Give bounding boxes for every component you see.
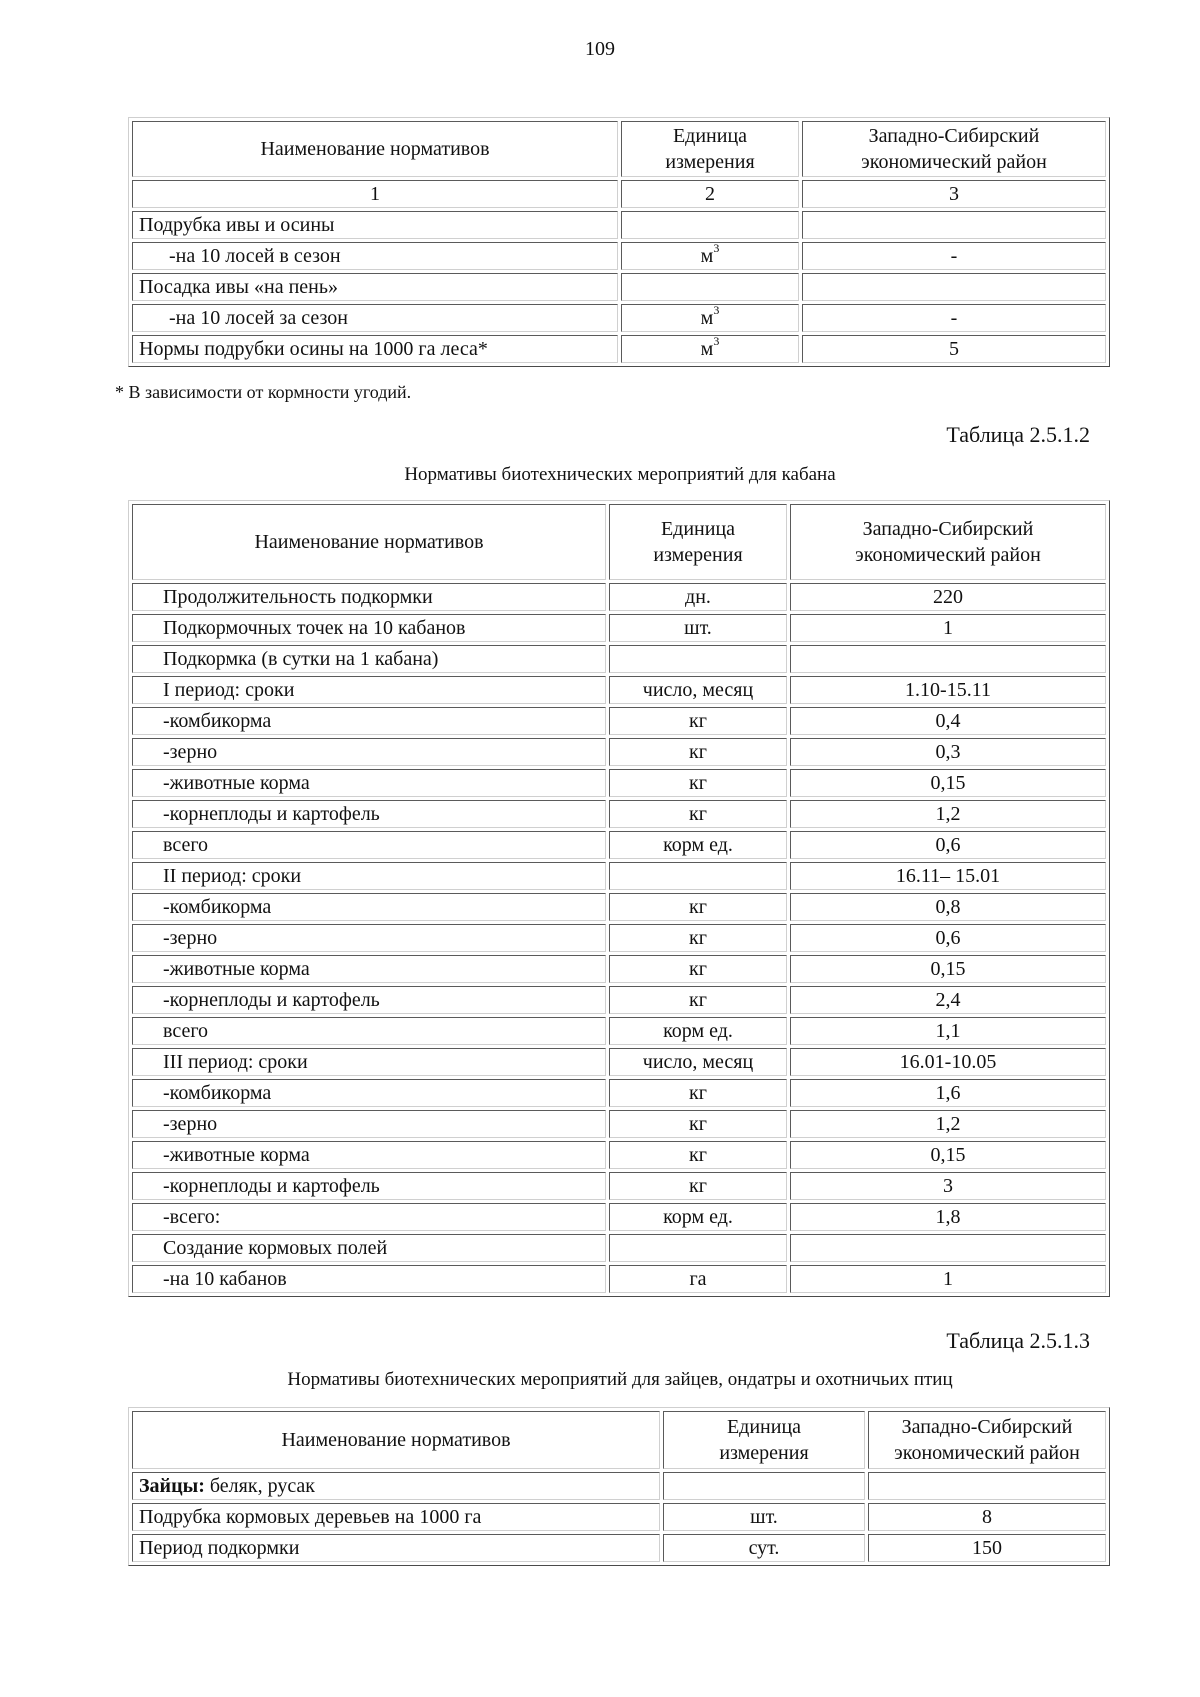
- table-row: [132, 1017, 1106, 1045]
- unit-text: м: [700, 307, 714, 329]
- row-value: 0,6: [790, 924, 1106, 952]
- row-value: 0,3: [790, 738, 1106, 766]
- row-name: I период: сроки: [132, 676, 606, 704]
- table-hare-norms: [128, 1407, 1110, 1566]
- row-value: 1,2: [790, 1110, 1106, 1138]
- row-name: -комбикорма: [132, 707, 606, 735]
- row-unit: шт.: [609, 614, 787, 642]
- row-name: -комбикорма: [132, 893, 606, 921]
- row-value: 1,1: [790, 1017, 1106, 1045]
- row-name-text: Подрубка кормовых деревьев на 1000 га: [139, 1506, 482, 1528]
- row-unit: кг: [609, 707, 787, 735]
- row-value: [868, 1472, 1106, 1500]
- column-header-name: Наименование нормативов: [132, 121, 618, 177]
- table-row: [132, 1472, 1106, 1500]
- table-row: [132, 707, 1106, 735]
- row-name: Нормы подрубки осины на 1000 га леса*: [132, 335, 618, 363]
- row-name: -на 10 лосей за сезон: [132, 304, 618, 332]
- table-row: [132, 1203, 1106, 1231]
- row-unit: сут.: [663, 1534, 865, 1562]
- row-value: 1: [790, 614, 1106, 642]
- row-name-text: беляк, русак: [204, 1475, 316, 1497]
- row-unit: [621, 242, 799, 270]
- row-name: Посадка ивы «на пень»: [132, 273, 618, 301]
- row-name: Подкормка (в сутки на 1 кабана): [132, 645, 606, 673]
- column-header-name: Наименование нормативов: [132, 504, 606, 580]
- row-value: 8: [868, 1503, 1106, 1531]
- row-value: 150: [868, 1534, 1106, 1562]
- row-unit: кг: [609, 924, 787, 952]
- row-name: -животные корма: [132, 1141, 606, 1169]
- row-value: 0,15: [790, 769, 1106, 797]
- row-name: -зерно: [132, 738, 606, 766]
- table-title: Нормативы биотехнических мероприятий для кабана: [404, 464, 836, 485]
- row-value: 2,4: [790, 986, 1106, 1014]
- table-row: [132, 335, 1106, 363]
- row-unit: кг: [609, 1110, 787, 1138]
- table-row: [132, 769, 1106, 797]
- row-value: 0,4: [790, 707, 1106, 735]
- table-row: [132, 862, 1106, 890]
- row-value: 3: [790, 1172, 1106, 1200]
- row-unit: кг: [609, 955, 787, 983]
- row-unit: число, месяц: [609, 1048, 787, 1076]
- row-value: [802, 273, 1106, 301]
- row-value: 0,8: [790, 893, 1106, 921]
- row-value: -: [802, 304, 1106, 332]
- table-row: [132, 645, 1106, 673]
- footnote: * В зависимости от кормности угодий.: [115, 382, 412, 402]
- row-value: 0,6: [790, 831, 1106, 859]
- row-value: [790, 1234, 1106, 1262]
- row-value: 5: [802, 335, 1106, 363]
- row-unit: га: [609, 1265, 787, 1293]
- table-title: Нормативы биотехнических мероприятий для зайцев, ондатры и охотничьих птиц: [287, 1369, 953, 1390]
- row-unit: корм ед.: [609, 1203, 787, 1231]
- column-header-region: Западно-Сибирский экономический район: [868, 1411, 1106, 1469]
- row-name: -на 10 лосей в сезон: [132, 242, 618, 270]
- unit-text: м: [700, 245, 714, 267]
- row-name: [132, 1503, 660, 1531]
- row-name: всего: [132, 831, 606, 859]
- column-header-name: Наименование нормативов: [132, 1411, 660, 1469]
- column-header-region: Западно-Сибирский экономический район: [802, 121, 1106, 177]
- table-row: [132, 1234, 1106, 1262]
- row-name: [132, 1472, 660, 1500]
- table-row: [132, 273, 1106, 301]
- row-value: 1,2: [790, 800, 1106, 828]
- page-number: 109: [585, 38, 615, 60]
- column-number: 3: [802, 180, 1106, 208]
- table-row: [132, 304, 1106, 332]
- row-name: -всего:: [132, 1203, 606, 1231]
- row-name: -корнеплоды и картофель: [132, 800, 606, 828]
- column-header-unit: Единица измерения: [621, 121, 799, 177]
- row-name-bold: Зайцы:: [139, 1475, 205, 1497]
- row-name: -на 10 кабанов: [132, 1265, 606, 1293]
- row-name: III период: сроки: [132, 1048, 606, 1076]
- row-unit: корм ед.: [609, 831, 787, 859]
- row-name: -корнеплоды и картофель: [132, 986, 606, 1014]
- row-unit: кг: [609, 1141, 787, 1169]
- row-unit: [621, 211, 799, 239]
- row-value: 1,6: [790, 1079, 1106, 1107]
- row-value: -: [802, 242, 1106, 270]
- unit-exponent: 3: [713, 241, 720, 256]
- row-unit: [621, 335, 799, 363]
- table-row: [132, 676, 1106, 704]
- column-header-region: Западно-Сибирский экономический район: [790, 504, 1106, 580]
- table-row: [132, 1503, 1106, 1531]
- row-value: [790, 645, 1106, 673]
- row-value: 1.10-15.11: [790, 676, 1106, 704]
- row-name: -животные корма: [132, 769, 606, 797]
- table-row: [132, 1048, 1106, 1076]
- table-row: [132, 738, 1106, 766]
- table-row: [132, 955, 1106, 983]
- row-name: Подрубка ивы и осины: [132, 211, 618, 239]
- table-row: [132, 1110, 1106, 1138]
- row-unit: кг: [609, 893, 787, 921]
- row-name: -корнеплоды и картофель: [132, 1172, 606, 1200]
- table-row: [132, 211, 1106, 239]
- row-name: Подкормочных точек на 10 кабанов: [132, 614, 606, 642]
- row-unit: кг: [609, 769, 787, 797]
- row-unit: кг: [609, 1172, 787, 1200]
- table-caption: Таблица 2.5.1.2: [946, 422, 1090, 447]
- table-row: [132, 1079, 1106, 1107]
- table-row: [132, 614, 1106, 642]
- row-name-text: Период подкормки: [139, 1537, 300, 1559]
- row-name: -зерно: [132, 924, 606, 952]
- row-value: 0,15: [790, 1141, 1106, 1169]
- row-unit: корм ед.: [609, 1017, 787, 1045]
- column-number: 2: [621, 180, 799, 208]
- table-row: [132, 800, 1106, 828]
- table-row: [132, 583, 1106, 611]
- table-moose-norms: [128, 117, 1110, 367]
- row-name: [132, 1534, 660, 1562]
- row-name: всего: [132, 1017, 606, 1045]
- table-row: [132, 1534, 1106, 1562]
- unit-text: м: [700, 338, 714, 360]
- column-header-unit: Единица измерения: [609, 504, 787, 580]
- row-unit: число, месяц: [609, 676, 787, 704]
- table-row: [132, 893, 1106, 921]
- row-value: 220: [790, 583, 1106, 611]
- row-unit: [609, 1234, 787, 1262]
- row-value: 16.01-10.05: [790, 1048, 1106, 1076]
- row-unit: дн.: [609, 583, 787, 611]
- row-unit: [663, 1472, 865, 1500]
- row-value: 16.11– 15.01: [790, 862, 1106, 890]
- row-unit: кг: [609, 1079, 787, 1107]
- row-unit: [621, 273, 799, 301]
- table-row: [132, 1172, 1106, 1200]
- row-unit: шт.: [663, 1503, 865, 1531]
- row-unit: кг: [609, 986, 787, 1014]
- row-unit: кг: [609, 738, 787, 766]
- row-value: 0,15: [790, 955, 1106, 983]
- table-caption: Таблица 2.5.1.3: [946, 1328, 1090, 1353]
- column-number: 1: [132, 180, 618, 208]
- row-name: Продолжительность подкормки: [132, 583, 606, 611]
- row-value: [802, 211, 1106, 239]
- table-row: [132, 242, 1106, 270]
- row-value: 1,8: [790, 1203, 1106, 1231]
- row-name: -зерно: [132, 1110, 606, 1138]
- unit-exponent: 3: [713, 303, 720, 318]
- row-unit: кг: [609, 800, 787, 828]
- table-row: [132, 1265, 1106, 1293]
- table-row: [132, 986, 1106, 1014]
- unit-exponent: 3: [713, 334, 720, 349]
- table-row: [132, 924, 1106, 952]
- row-value: 1: [790, 1265, 1106, 1293]
- row-name: II период: сроки: [132, 862, 606, 890]
- table-row: [132, 1141, 1106, 1169]
- row-unit: [609, 645, 787, 673]
- row-unit: [609, 862, 787, 890]
- table-row: [132, 831, 1106, 859]
- table-boar-norms: [128, 500, 1110, 1297]
- row-name: -животные корма: [132, 955, 606, 983]
- row-name: Создание кормовых полей: [132, 1234, 606, 1262]
- row-unit: [621, 304, 799, 332]
- column-header-unit: Единица измерения: [663, 1411, 865, 1469]
- row-name: -комбикорма: [132, 1079, 606, 1107]
